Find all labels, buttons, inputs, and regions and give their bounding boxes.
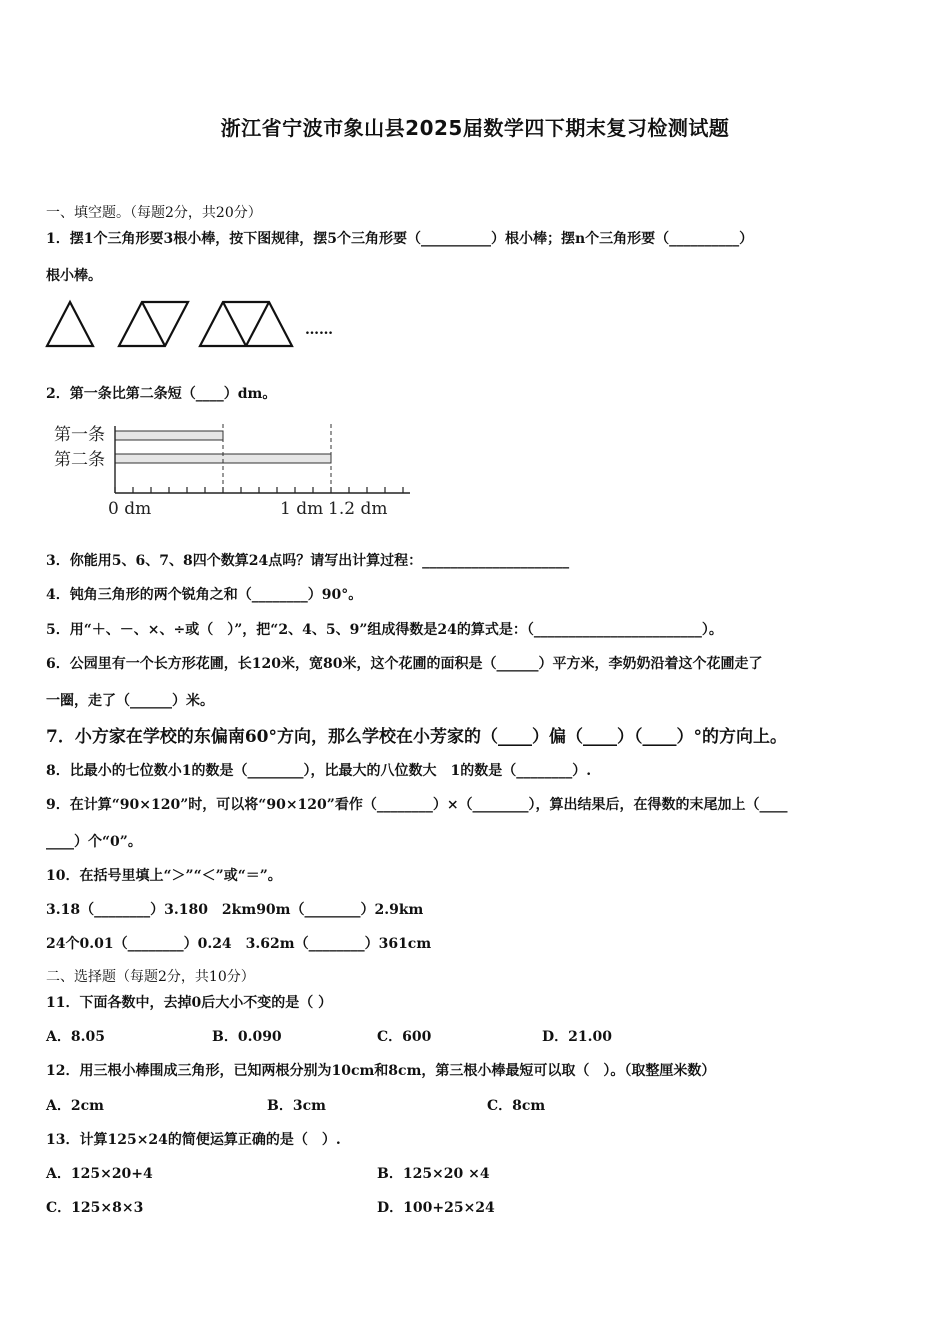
question-1-line-1: 1．摆1个三角形要3根小棒，按下图规律，摆5个三角形要（__________）根小棒；摆n个三角形要（__________） — [46, 231, 754, 247]
question-11: 11．下面各数中，去掉0后大小不变的是（ ） — [46, 995, 333, 1011]
question-10-row-b: 24个0.01（________）0.24 3.62m（________）361cm — [46, 936, 432, 952]
tick-label-1: 1 dm — [280, 499, 324, 519]
first-bar — [115, 431, 223, 440]
q13-option-b: B．125×20 ×4 — [377, 1166, 490, 1182]
section-fill-in-heading: 一、填空题。（每题2分，共20分） — [46, 205, 262, 221]
page-title: 浙江省宁波市象山县2025届数学四下期末复习检测试题 — [220, 116, 730, 140]
question-9-line-2: ____）个“0”。 — [46, 834, 142, 850]
question-2: 2．第一条比第二条短（____）dm。 — [46, 386, 277, 402]
triangle-3-outline — [200, 302, 292, 346]
q12-option-b: B．3cm — [267, 1098, 326, 1114]
question-10: 10．在括号里填上“＞”“＜”或“＝”。 — [46, 868, 282, 884]
q11-option-b: B．0.090 — [212, 1029, 282, 1045]
first-bar-label: 第一条 — [54, 425, 105, 445]
question-3: 3．你能用5、6、7、8四个数算24点吗？请写出计算过程：_____________________ — [46, 553, 570, 569]
question-6-line-1: 6．公园里有一个长方形花圃，长120米，宽80米，这个花圃的面积是（______）平方米，李奶奶沿着这个花圃走了 — [46, 656, 763, 672]
question-10-row-a: 3.18（________）3.180 2km90m（________）2.9km — [46, 902, 424, 918]
question-7: 7．小方家在学校的东偏南60°方向，那么学校在小芳家的（____）偏（____）（____）°的方向上。 — [46, 727, 787, 747]
q11-option-c: C．600 — [377, 1029, 432, 1045]
q13-option-c: C．125×8×3 — [46, 1200, 144, 1216]
question-13: 13．计算125×24的简便运算正确的是（ ）. — [46, 1132, 341, 1148]
second-bar-label: 第二条 — [54, 450, 105, 470]
q11-option-a: A．8.05 — [46, 1029, 105, 1045]
question-4: 4．钝角三角形的两个锐角之和（________）90°。 — [46, 587, 363, 603]
question-6-line-2: 一圈，走了（______）米。 — [46, 693, 214, 709]
q13-option-a: A．125×20+4 — [46, 1166, 153, 1182]
question-1-line-2: 根小棒。 — [46, 268, 102, 284]
q12-option-c: C．8cm — [487, 1098, 546, 1114]
q13-option-d: D．100+25×24 — [377, 1200, 495, 1216]
tick-label-0: 0 dm — [108, 499, 152, 519]
section-choice-heading: 二、选择题（每题2分，共10分） — [46, 969, 255, 985]
question-9-line-1: 9．在计算“90×120”时，可以将“90×120”看作（________）×（________），算出结果后，在得数的末尾加上（____ — [46, 797, 788, 813]
question-8: 8．比最小的七位数小1的数是（________），比最大的八位数大 1的数是（________）. — [46, 763, 592, 779]
triangle-pattern-figure — [44, 296, 304, 352]
question-12: 12．用三根小棒围成三角形，已知两根分别为10cm和8cm，第三根小棒最短可以取（ ）。（取整厘米数） — [46, 1063, 716, 1079]
ruler-ticks — [115, 487, 403, 493]
length-comparison-chart — [50, 418, 420, 522]
pattern-continuation: …… — [305, 322, 333, 338]
question-5: 5．用“＋、－、×、÷或（ ）”，把“2、4、5、9”组成得数是24的算式是：（________________________）。 — [46, 622, 723, 638]
tick-label-1-2: 1.2 dm — [328, 499, 388, 519]
q12-option-a: A．2cm — [46, 1098, 104, 1114]
q11-option-d: D．21.00 — [542, 1029, 612, 1045]
triangle-1 — [47, 302, 93, 346]
